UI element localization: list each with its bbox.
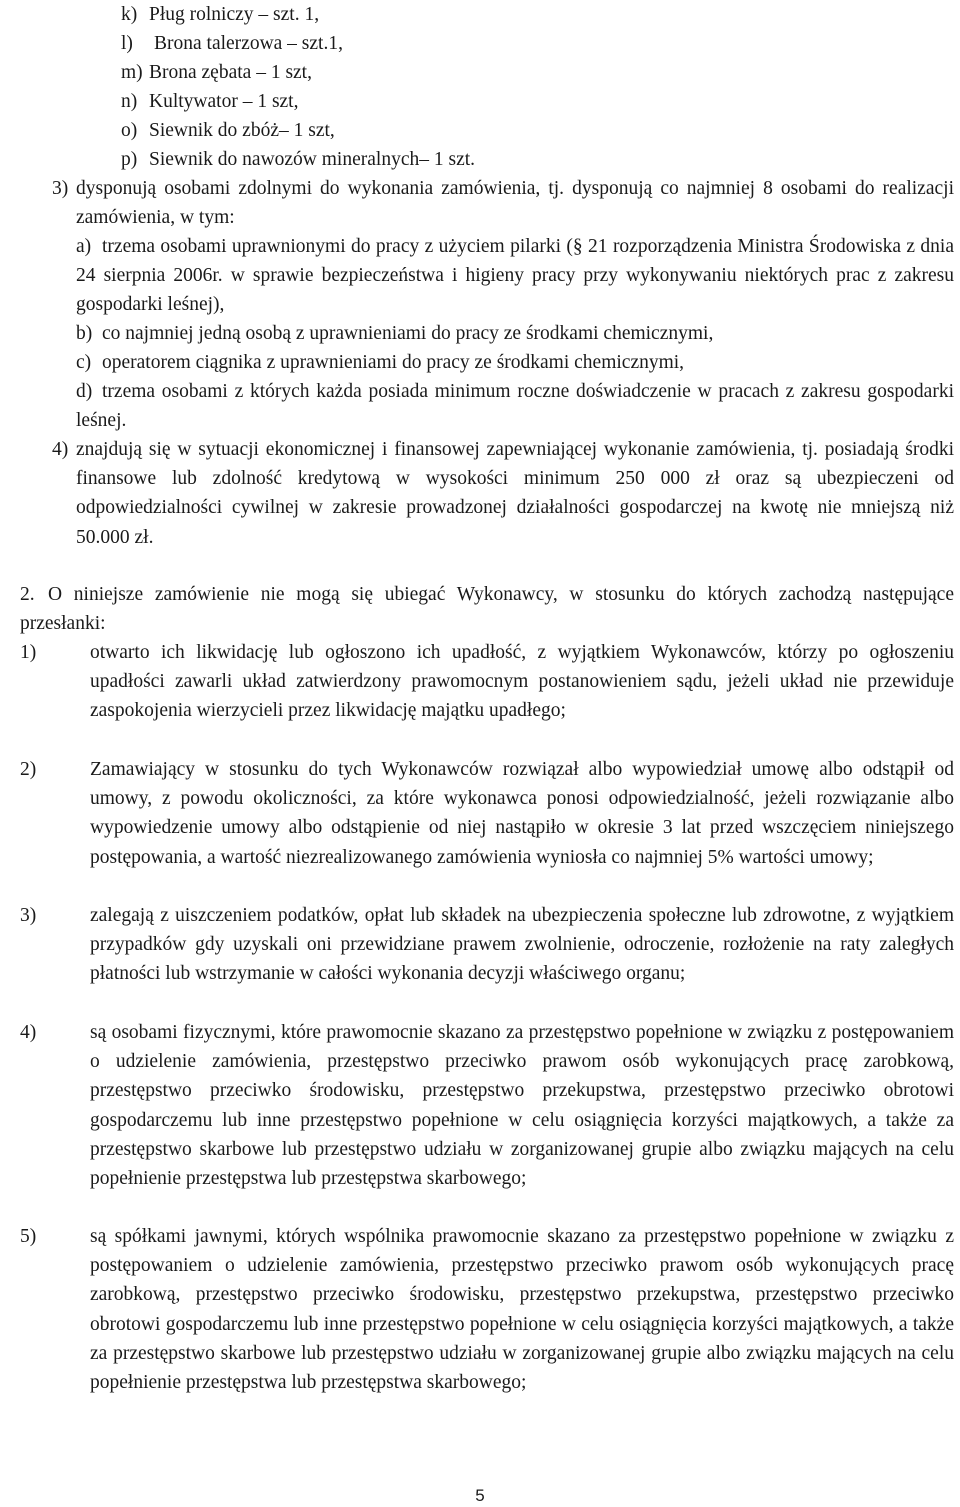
condition-3-subitem-b: [76, 319, 954, 348]
item-text: są spółkami jawnymi, których wspólnika prawomocnie skazano za przestępstwo popełnione w związku z postępowaniem o udzielenie zamówienia, przestępstwo przeciwko prawom osób wykonujących pracę zarobkową, przestępstwo przeciwko środowisku, przestępstwo przekupstwa, przestępstwo przeciwko obrotowi gospodarczemu lub inne przestępstwo popełnione w celu osiągnięcia korzyści majątkowych, a także za przestępstwo skarbowe lub przestępstwo udziału w zorganizowanej grupie albo związku mających na celu popełnienie przestępstwa lub przestępstwa skarbowego;: [90, 1226, 954, 1394]
subitem-marker: d): [76, 381, 93, 402]
section-2-item-3: [20, 901, 954, 989]
list-marker: l): [121, 33, 133, 54]
subitem-marker: c): [76, 352, 92, 373]
list-text: Siewnik do nawozów mineralnych– 1 szt.: [149, 149, 476, 170]
section-intro-text: O niniejsze zamówienie nie mogą się ubiegać Wykonawcy, w stosunku do których zachodzą następujące przesłanki:: [20, 584, 954, 635]
equipment-item-n: [121, 87, 299, 116]
condition-4: [52, 435, 954, 552]
subitem-text: trzema osobami uprawnionymi do pracy z użyciem pilarki (§ 21 rozporządzenia Ministra Środowiska z dnia 24 sierpnia 2006r. w sprawie bezpieczeństwa i higieny pracy przy wykonywaniu niektórych prac z zakresu gospodarki leśnej),: [76, 236, 954, 316]
subitem-text: operatorem ciągnika z uprawnieniami do pracy ze środkami chemicznymi,: [102, 352, 685, 373]
item-marker: 2): [20, 759, 37, 780]
equipment-item-m: [121, 58, 312, 87]
condition-3-subitem-d: [76, 377, 954, 435]
list-text: Brona zębata – 1 szt,: [149, 62, 312, 83]
section-2-item-1: [20, 638, 954, 726]
condition-text: dysponują osobami zdolnymi do wykonania zamówienia, tj. dysponują co najmniej 8 osobami do realizacji zamówienia, w tym:: [76, 178, 954, 229]
subitem-text: co najmniej jedną osobą z uprawnieniami do pracy ze środkami chemicznymi,: [102, 323, 714, 344]
condition-marker: 4): [52, 439, 69, 460]
equipment-item-o: [121, 116, 335, 145]
list-text: Brona talerzowa – szt.1,: [154, 33, 343, 54]
section-2-intro: [20, 580, 954, 638]
section-marker: 2.: [20, 584, 35, 605]
item-marker: 4): [20, 1022, 37, 1043]
condition-marker: 3): [52, 178, 69, 199]
subitem-text: trzema osobami z których każda posiada minimum roczne doświadczenie w pracach z zakresu gospodarki leśnej.: [76, 381, 954, 432]
section-2-item-2: [20, 755, 954, 872]
equipment-item-l: [121, 29, 343, 58]
list-text: Kultywator – 1 szt,: [149, 91, 299, 112]
subitem-marker: a): [76, 236, 92, 257]
item-marker: 3): [20, 905, 37, 926]
subitem-marker: b): [76, 323, 93, 344]
condition-3-subitem-c: [76, 348, 954, 377]
item-marker: 5): [20, 1226, 37, 1247]
list-marker: o): [121, 120, 138, 141]
condition-3-subitem-a: [76, 232, 954, 320]
item-marker: 1): [20, 642, 37, 663]
condition-3: [52, 174, 954, 232]
list-marker: n): [121, 91, 138, 112]
equipment-item-k: [121, 0, 320, 29]
list-text: Pług rolniczy – szt. 1,: [149, 4, 320, 25]
item-text: Zamawiający w stosunku do tych Wykonawców rozwiązał albo wypowiedział umowę albo odstąpił od umowy, z powodu okoliczności, za które wykonawca ponosi odpowiedzialność, jeżeli rozwiązanie albo wypowiedzenie umowy albo odstąpienie od niej nastąpiło w okresie 3 lat przed wszczęciem niniejszego postępowania, a wartość niezrealizowanego zamówienia wyniosła co najmniej 5% wartości umowy;: [90, 759, 954, 868]
section-2-item-5: [20, 1222, 954, 1397]
item-text: zalegają z uiszczeniem podatków, opłat lub składek na ubezpieczenia społeczne lub zdrowotne, z wyjątkiem przypadków gdy uzyskali oni przewidziane prawem zwolnienie, odroczenie, rozłożenie na raty zaległych płatności lub wstrzymanie w całości wykonania decyzji właściwego organu;: [90, 905, 954, 985]
list-marker: k): [121, 4, 138, 25]
item-text: otwarto ich likwidację lub ogłoszono ich upadłość, z wyjątkiem Wykonawców, którzy po ogłoszeniu upadłości zawarli układ zatwierdzony prawomocnym postanowieniem sądu, jeżeli układ nie przewiduje zaspokojenia wierzycieli przez likwidację majątku upadłego;: [90, 642, 954, 722]
section-2-item-4: [20, 1018, 954, 1193]
list-marker: m): [121, 62, 143, 83]
condition-text: znajdują się w sytuacji ekonomicznej i finansowej zapewniającej wykonanie zamówienia, tj. posiadają środki finansowe lub zdolność kredytową w wysokości minimum 250 000 zł oraz są ubezpieczeni od odpowiedzialności cywilnej w zakresie prowadzonej działalności gospodarczej na kwotę nie mniejszą niż 50.000 zł.: [76, 439, 954, 548]
list-marker: p): [121, 149, 138, 170]
item-text: są osobami fizycznymi, które prawomocnie skazano za przestępstwo popełnione w związku z postępowaniem o udzielenie zamówienia, przestępstwo przeciwko prawom osób wykonujących pracę zarobkową, przestępstwo przeciwko środowisku, przestępstwo przekupstwa, przestępstwo przeciwko obrotowi gospodarczemu lub inne przestępstwo popełnione w celu osiągnięcia korzyści majątkowych, a także za przestępstwo skarbowe lub przestępstwo udziału w zorganizowanej grupie albo związku mających na celu popełnienie przestępstwa lub przestępstwa skarbowego;: [90, 1022, 954, 1190]
list-text: Siewnik do zbóż– 1 szt,: [149, 120, 335, 141]
equipment-item-p: [121, 145, 476, 174]
page-number: 5: [475, 1486, 485, 1505]
